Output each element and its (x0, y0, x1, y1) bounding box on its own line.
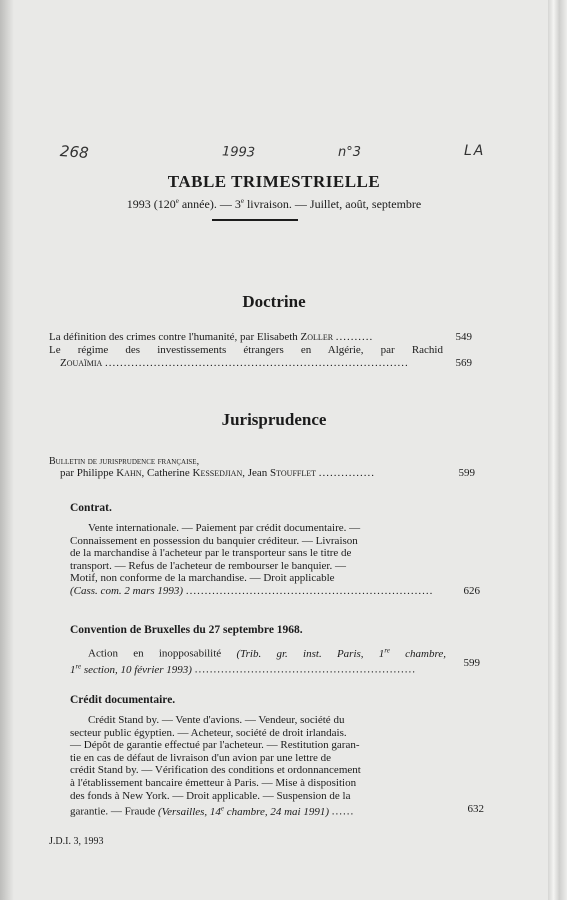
credit-line-1: Crédit Stand by. — Vente d'avions. — Vendeur, société du (88, 714, 345, 726)
page-footer: J.D.I. 3, 1993 (49, 836, 104, 847)
page-stack-edge (548, 0, 567, 900)
bulletin-line2: par Philippe Kahn, Catherine Kessedjian, Jean Stoufflet ............... (60, 467, 376, 479)
doctrine-entry-2-line2: Zouaïmia ................................................................................. (60, 357, 409, 369)
convention-citation-line: 1re section, 10 février 1993) ........................................................... (70, 662, 416, 676)
contrat-line-2: Connaissement en possession du banquier créditeur. — Livraison (70, 534, 358, 547)
credit-paragraph (70, 714, 446, 818)
handwritten-initials: LA (464, 143, 486, 159)
contrat-heading: Contrat. (70, 502, 112, 514)
credit-line-3: — Dépôt de garantie effectué par l'acheteur. — Restitution garan- (70, 739, 360, 752)
credit-citation-line: garantie. — Fraude (Versailles, 14e chambre, 24 mai 1991) ...... (70, 804, 355, 818)
gutter-shadow (0, 0, 14, 900)
credit-line-7: des fonds à New York. — Droit applicable. — Suspension de la (70, 789, 351, 802)
title-rule (212, 219, 298, 221)
handwritten-number: 268 (59, 142, 90, 162)
contrat-citation: (Cass. com. 2 mars 1993) (70, 584, 184, 597)
doctrine-entry-2-line1: Le régime des investissements étrangers en Algérie, par Rachid (49, 344, 443, 356)
convention-paragraph (70, 644, 446, 677)
page-subtitle: 1993 (120e année). — 3e livraison. — Juillet, août, septembre (126, 197, 422, 211)
bulletin-page: 599 (458, 467, 475, 479)
doctrine-entry-2-page: 569 (455, 357, 472, 369)
convention-line-1: Action en inopposabilité (Trib. gr. inst. Paris, 1re chambre, (88, 646, 446, 660)
contrat-paragraph (70, 522, 446, 598)
credit-line-6: à l'établissement bancaire émetteur à Paris. — Mise à disposition (70, 776, 357, 789)
credit-page: 632 (467, 803, 484, 815)
doctrine-heading: Doctrine (242, 292, 306, 311)
bulletin-line1: Bulletin de jurisprudence française, (49, 456, 200, 467)
page-title: TABLE TRIMESTRIELLE (167, 172, 381, 191)
credit-line-5: crédit Stand by. — Vérification des conditions et ordonnancement (70, 764, 361, 777)
contrat-line-1: Vente internationale. — Paiement par crédit documentaire. — (88, 522, 361, 534)
contrat-citation-line: (Cass. com. 2 mars 1993) .................................................................. (70, 584, 434, 597)
convention-page: 599 (463, 657, 480, 669)
contrat-page: 626 (463, 585, 480, 597)
contrat-line-3: de la marchandise à l'acheteur par le transporteur sans le titre de (70, 547, 352, 560)
contrat-line-5: Motif, non conforme de la marchandise. — Droit applicable (70, 572, 335, 585)
credit-line-4: tie en cas de défaut de livraison d'un avion par une lettre de (70, 751, 331, 764)
credit-citation: (Versailles, 14e chambre, 24 mai 1991) (157, 804, 330, 818)
handwritten-year: 1993 (221, 144, 256, 161)
doctrine-entry-1: La définition des crimes contre l'humanité, par Elisabeth Zoller .......... (49, 331, 374, 343)
doctrine-entry-1-page: 549 (455, 331, 472, 343)
handwritten-issue: n°3 (338, 145, 362, 160)
credit-heading: Crédit documentaire. (70, 694, 176, 706)
credit-line-2: secteur public égyptien. — Acheteur, société de droit irlandais. (70, 726, 347, 739)
jurisprudence-heading: Jurisprudence (221, 410, 327, 429)
contrat-line-4: transport. — Refus de l'acheteur de rembourser le banquier. — (70, 559, 346, 572)
convention-heading: Convention de Bruxelles du 27 septembre 1968. (70, 624, 303, 636)
